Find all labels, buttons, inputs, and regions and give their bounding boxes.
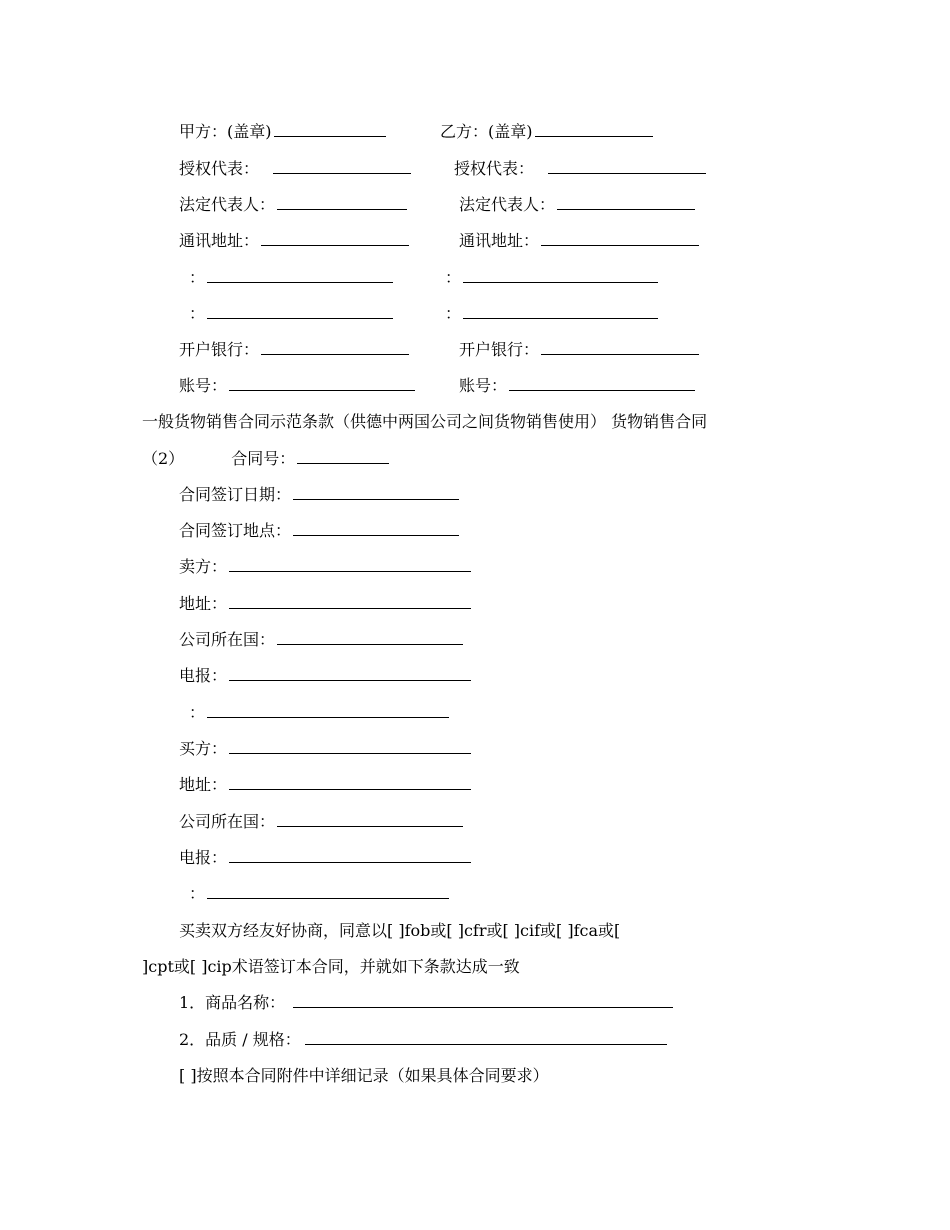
agreement-line-2 bbox=[142, 957, 520, 977]
contract-number-blank[interactable] bbox=[297, 449, 389, 464]
party-a-line bbox=[179, 122, 386, 142]
colon2-b-label: ： bbox=[445, 304, 462, 323]
seller-telegraph-blank[interactable] bbox=[229, 666, 471, 681]
rep-a-label: 授权代表： bbox=[179, 159, 260, 178]
legal-b-line bbox=[459, 195, 695, 215]
bank-b-label: 开户银行： bbox=[459, 340, 540, 359]
item-2-blank[interactable] bbox=[305, 1030, 667, 1045]
sign-date-label: 合同签订日期： bbox=[179, 485, 292, 504]
party-b-label: 乙方：(盖章) bbox=[440, 122, 533, 141]
colon1-b-label: ： bbox=[445, 268, 462, 287]
buyer-telegraph-blank[interactable] bbox=[229, 848, 471, 863]
item-1-label: 1．商品名称： bbox=[179, 993, 286, 1012]
buyer-country-label: 公司所在国： bbox=[179, 812, 276, 831]
sign-date-line bbox=[179, 485, 459, 505]
seller-blank[interactable] bbox=[229, 557, 471, 572]
item-3-line bbox=[179, 1066, 549, 1086]
agreement-text-2: ]cpt或[ ]cip术语签订本合同，并就如下条款达成一致 bbox=[142, 957, 520, 976]
item-3-text: [ ]按照本合同附件中详细记录（如果具体合同要求） bbox=[179, 1066, 549, 1085]
seller-addr-label: 地址： bbox=[179, 594, 228, 613]
party-a-label: 甲方：(盖章) bbox=[179, 122, 272, 141]
rep-b-blank[interactable] bbox=[548, 159, 706, 174]
addr-a-blank[interactable] bbox=[261, 231, 409, 246]
buyer-line bbox=[179, 739, 471, 759]
seller-telegraph-line bbox=[179, 666, 471, 686]
seller-addr-blank[interactable] bbox=[229, 594, 471, 609]
colon2-a-label: ： bbox=[189, 304, 206, 323]
buyer-telegraph-label: 电报： bbox=[179, 848, 228, 867]
colon2-a-blank[interactable] bbox=[207, 304, 393, 319]
sign-date-blank[interactable] bbox=[293, 485, 459, 500]
legal-b-blank[interactable] bbox=[557, 195, 695, 210]
party-b-line bbox=[440, 122, 653, 142]
buyer-country-line bbox=[179, 812, 463, 832]
addr-a-line bbox=[179, 231, 409, 251]
bank-b-blank[interactable] bbox=[541, 340, 699, 355]
colon2-b-line bbox=[445, 304, 658, 324]
buyer-addr-line bbox=[179, 775, 471, 795]
acct-a-blank[interactable] bbox=[229, 376, 415, 391]
item-2-label: 2．品质 / 规格： bbox=[179, 1030, 301, 1049]
buyer-colon-line bbox=[189, 884, 449, 904]
agreement-line-1 bbox=[179, 921, 620, 941]
seller-country-label: 公司所在国： bbox=[179, 630, 276, 649]
rep-a-blank[interactable] bbox=[273, 159, 411, 174]
sign-place-label: 合同签订地点： bbox=[179, 521, 292, 540]
acct-b-blank[interactable] bbox=[509, 376, 695, 391]
colon2-a-line bbox=[189, 304, 393, 324]
acct-b-line bbox=[459, 376, 695, 396]
bank-a-label: 开户银行： bbox=[179, 340, 260, 359]
bank-a-blank[interactable] bbox=[261, 340, 409, 355]
bank-a-line bbox=[179, 340, 409, 360]
rep-b-line bbox=[454, 159, 706, 179]
seller-addr-line bbox=[179, 594, 471, 614]
buyer-country-blank[interactable] bbox=[277, 812, 463, 827]
addr-b-label: 通讯地址： bbox=[459, 231, 540, 250]
sign-place-blank[interactable] bbox=[293, 521, 459, 536]
buyer-colon-blank[interactable] bbox=[207, 884, 449, 899]
addr-b-blank[interactable] bbox=[541, 231, 699, 246]
legal-b-label: 法定代表人： bbox=[459, 195, 556, 214]
legal-a-label: 法定代表人： bbox=[179, 195, 276, 214]
acct-a-line bbox=[179, 376, 415, 396]
seller-colon-label: ： bbox=[189, 703, 206, 722]
contract-number-prefix: （2） bbox=[142, 449, 185, 468]
legal-a-line bbox=[179, 195, 407, 215]
seller-country-line bbox=[179, 630, 463, 650]
colon2-b-blank[interactable] bbox=[463, 304, 658, 319]
contract-number-line bbox=[142, 449, 389, 469]
agreement-text-1: 买卖双方经友好协商，同意以[ ]fob或[ ]cfr或[ ]cif或[ ]fca或[ bbox=[179, 921, 621, 940]
colon1-a-label: ： bbox=[189, 268, 206, 287]
bank-b-line bbox=[459, 340, 699, 360]
item-2-line bbox=[179, 1030, 667, 1050]
colon1-b-blank[interactable] bbox=[463, 268, 658, 283]
seller-telegraph-label: 电报： bbox=[179, 666, 228, 685]
addr-a-label: 通讯地址： bbox=[179, 231, 260, 250]
rep-b-label: 授权代表： bbox=[454, 159, 535, 178]
seller-colon-blank[interactable] bbox=[207, 703, 449, 718]
contract-number-label: 合同号： bbox=[231, 449, 296, 468]
buyer-colon-label: ： bbox=[189, 884, 206, 903]
item-1-line bbox=[179, 993, 673, 1013]
colon1-a-line bbox=[189, 268, 393, 288]
buyer-blank[interactable] bbox=[229, 739, 471, 754]
seller-country-blank[interactable] bbox=[277, 630, 463, 645]
buyer-addr-label: 地址： bbox=[179, 775, 228, 794]
buyer-label: 买方： bbox=[179, 739, 228, 758]
buyer-addr-blank[interactable] bbox=[229, 775, 471, 790]
seller-label: 卖方： bbox=[179, 557, 228, 576]
item-1-blank[interactable] bbox=[293, 993, 673, 1008]
contract-title bbox=[142, 412, 707, 432]
party-a-blank[interactable] bbox=[274, 122, 386, 137]
acct-b-label: 账号： bbox=[459, 376, 508, 395]
party-b-blank[interactable] bbox=[535, 122, 653, 137]
colon1-a-blank[interactable] bbox=[207, 268, 393, 283]
colon1-b-line bbox=[445, 268, 658, 288]
seller-colon-line bbox=[189, 703, 449, 723]
rep-a-line bbox=[179, 159, 411, 179]
addr-b-line bbox=[459, 231, 699, 251]
buyer-telegraph-line bbox=[179, 848, 471, 868]
legal-a-blank[interactable] bbox=[277, 195, 407, 210]
acct-a-label: 账号： bbox=[179, 376, 228, 395]
sign-place-line bbox=[179, 521, 459, 541]
seller-line bbox=[179, 557, 471, 577]
contract-title-text: 一般货物销售合同示范条款（供德中两国公司之间货物销售使用） 货物销售合同 bbox=[142, 412, 708, 431]
